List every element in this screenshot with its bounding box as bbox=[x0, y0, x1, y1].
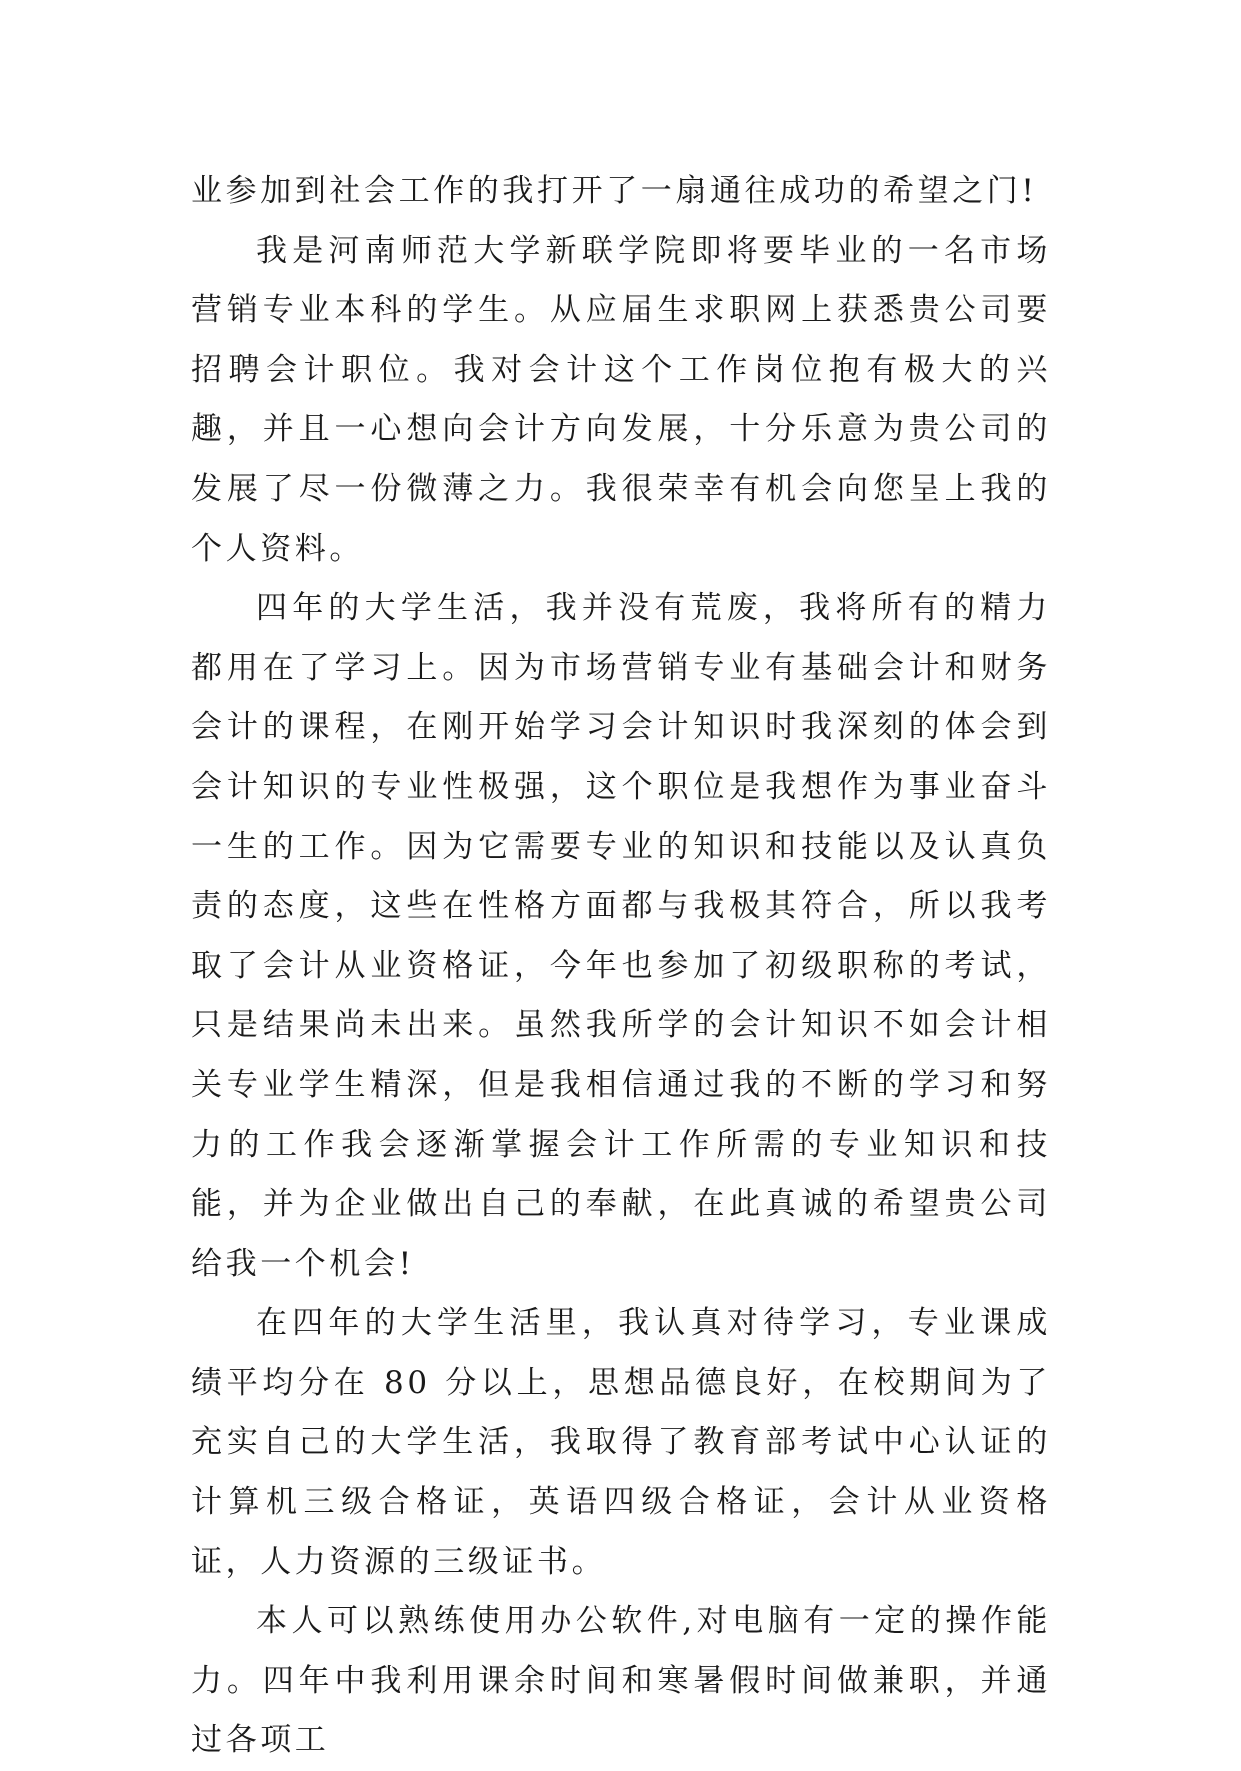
letter-body bbox=[191, 162, 1051, 1771]
paragraph: 本人可以熟练使用办公软件,对电脑有一定的操作能力。四年中我利用课余时间和寒暑假时间做兼职，并通过各项工 bbox=[191, 1603, 1051, 1759]
paragraph: 四年的大学生活，我并没有荒废，我将所有的精力都用在了学习上。因为市场营销专业有基础会计和财务会计的课程，在刚开始学习会计知识时我深刻的体会到会计知识的专业性极强，这个职位是我想作为事业奋斗一生的工作。因为它需要专业的知识和技能以及认真负责的态度，这些在性格方面都与我极其符合，所以我考取了会计从业资格证，今年也参加了初级职称的考试，只是结果尚未出来。虽然我所学的会计知识不如会计相关专业学生精深，但是我相信通过我的不断的学习和努力的工作我会逐渐掌握会计工作所需的专业知识和技能，并为企业做出自己的奉献，在此真诚的希望贵公司给我一个机会! bbox=[191, 590, 1051, 1282]
paragraph: 我是河南师范大学新联学院即将要毕业的一名市场营销专业本科的学生。从应届生求职网上获悉贵公司要招聘会计职位。我对会计这个工作岗位抱有极大的兴趣，并且一心想向会计方向发展，十分乐意为贵公司的发展了尽一份微薄之力。我很荣幸有机会向您呈上我的个人资料。 bbox=[191, 232, 1051, 567]
paragraph: 在四年的大学生活里，我认真对待学习，专业课成绩平均分在 80 分以上，思想品德良好，在校期间为了充实自己的大学生活，我取得了教育部考试中心认证的计算机三级合格证，英语四级合格证，会计从业资格证，人力资源的三级证书。 bbox=[191, 1305, 1051, 1580]
paragraph: 业参加到社会工作的我打开了一扇通往成功的希望之门! bbox=[191, 173, 1038, 209]
